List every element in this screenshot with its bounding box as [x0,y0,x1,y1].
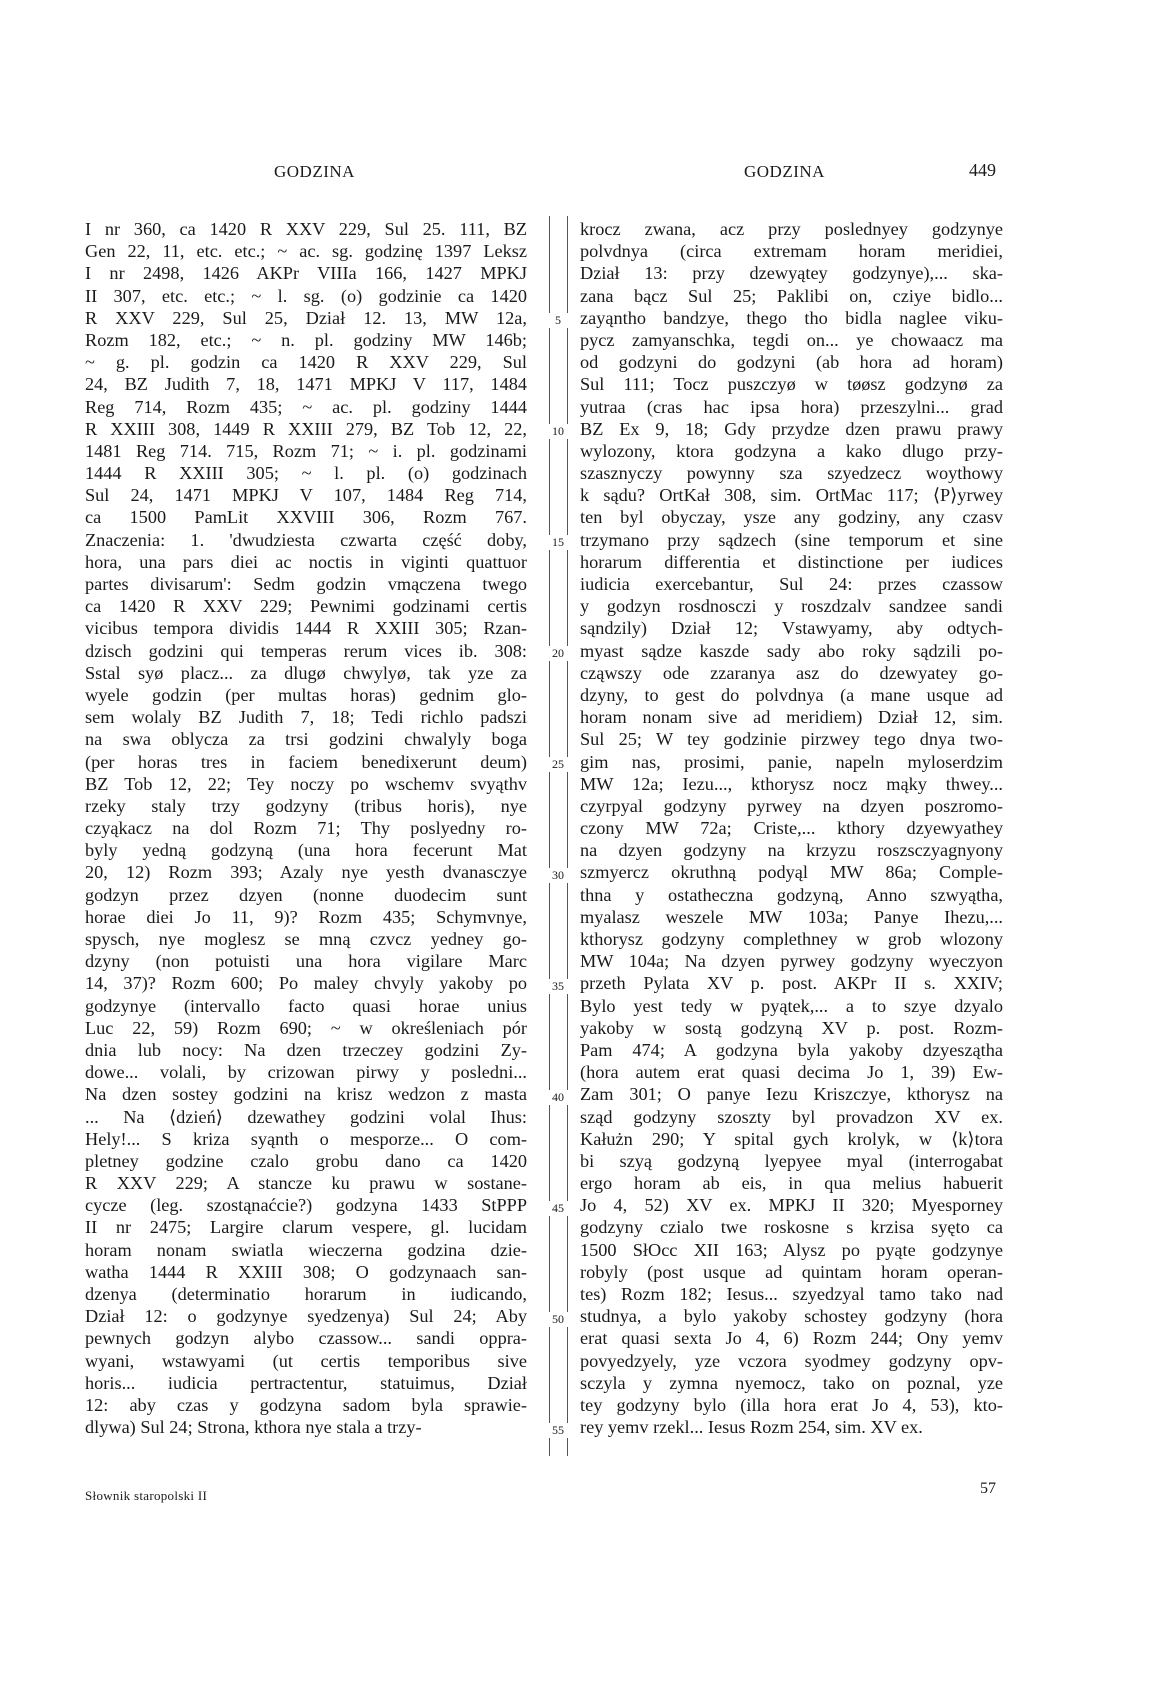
text-line: dzisch godzini qui temperas rerum vices ib. 308: [85,640,527,661]
running-header-left: GODZINA [274,162,355,181]
text-line: trzymano przy sądzech (sine temporum et sine [580,529,1003,550]
text-line: watha 1444 R XXIII 308; O godzynaach san- [85,1261,527,1282]
text-line: sczyla y zymna nyemocz, tako on poznal, yze [580,1372,1003,1393]
text-line: Znaczenia: 1. 'dwudziesta czwarta część doby, [85,529,527,550]
text-line: povyedzyely, yze vczora syodmey godzyny opv- [580,1350,1003,1371]
text-line: kthorysz godzyny complethney w grob wlozony [580,929,1003,949]
text-line: szasznyczy powynny sza szyedzecz woythowy [580,463,1003,484]
text-line: I nr 360, ca 1420 R XXV 229, Sul 25. 111, BZ [85,219,527,239]
text-line: polvdnya (circa extremam horam meridiei, [580,241,1003,262]
text-line: Pam 474; A godzyna byla yakoby dzyeszątha [580,1039,1003,1060]
text-line: 20, 12) Rozm 393; Azaly nye yesth dvanasczye [85,862,527,883]
left-text-column [85,218,527,1438]
text-line: wylozony, ktora godzyna a kako dlugo przy- [580,440,1003,461]
text-line: godzyn przez dzyen (nonne duodecim sunt [85,884,527,905]
text-line: horarum differentia et distinctione per iudices [580,551,1003,572]
text-line: tey godzyny bylo (illa hora erat Jo 4, 53), kto- [580,1394,1003,1415]
text-line: ~ g. pl. godzin ca 1420 R XXV 229, Sul [85,352,527,373]
text-line: thna y ostatheczna godzyną, Anno szwyątha, [580,884,1003,905]
text-line: BZ Ex 9, 18; Gdy przydze dzen prawu prawy [580,418,1003,439]
text-line: horae diei Jo 11, 9)? Rozm 435; Schymvnye, [85,906,527,927]
column-rule-left [549,216,550,1456]
text-line: MW 104a; Na dzyen pyrwey godzyny wyeczyon [580,951,1003,972]
text-line: Kałużn 290; Y spital gych krolyk, w ⟨k⟩tora [580,1128,1003,1149]
line-number: 25 [548,757,568,772]
text-line: partes divisarum': Sedm godzin vmączena twego [85,574,527,594]
line-number: 5 [548,313,568,328]
line-number: 20 [548,646,568,661]
text-line: sząd godzyny szoszty byl provadzon XV ex. [580,1106,1003,1127]
text-line: rzeky staly trzy godzyny (tribus horis), nye [85,795,527,816]
sheet-number: 57 [980,1480,996,1497]
text-line: dzyny, to gest do polvdnya (a mane usque ad [580,684,1003,705]
text-line: godzynye (intervallo facto quasi horae unius [85,995,527,1016]
text-line: godzyny czialo twe roskosne s krzisa syęto ca [580,1217,1003,1238]
text-line: Sul 25; W tey godzinie pirzwey tego dnya two- [580,729,1003,750]
text-line: pletney godzine czalo grobu dano ca 1420 [85,1150,527,1171]
text-line: dnia lub nocy: Na dzen trzeczey godzini Zy- [85,1039,527,1060]
text-line: Sul 111; Tocz puszczyø w tøøsz godzynø za [580,374,1003,395]
text-line: ... Na ⟨dzień⟩ dzewathey godzini volal Ihus: [85,1106,527,1127]
text-line: MW 12a; Iezu..., kthorysz nocz mąky thwey... [580,773,1003,794]
text-line: 12: aby czas y godzyna sadom byla sprawie- [85,1394,527,1415]
line-number: 35 [548,979,568,994]
text-line: R XXV 229; A stancze ku prawu w sostane- [85,1173,527,1194]
text-line: zana bącz Sul 25; Paklibi on, cziye bidlo... [580,285,1003,306]
text-line: Gen 22, 11, etc. etc.; ~ ac. sg. godzinę 1397 Leksz [85,241,527,262]
text-line: cycze (leg. szostąnaćcie?) godzyna 1433 StPPP [85,1195,527,1216]
right-text-column [580,218,1003,1438]
text-line: myalasz weszele MW 103a; Panye Ihezu,... [580,906,1003,927]
text-line: przeth Pylata XV p. post. AKPr II s. XXIV; [580,973,1003,994]
text-line: 14, 37)? Rozm 600; Po maley chvyly yakoby po [85,973,527,994]
text-line: studnya, a bylo yakoby schostey godzyny (hora [580,1306,1003,1327]
text-line: iudicia exercebantur, Sul 24: przes czassow [580,574,1003,594]
text-line: BZ Tob 12, 22; Tey noczy po wschemv svyąthv [85,773,527,794]
line-number: 30 [548,868,568,883]
text-line: pycz zamyanschka, tegdi on... ye chowaacz ma [580,329,1003,350]
line-number: 10 [548,424,568,439]
text-line: czony MW 72a; Criste,... kthory dzyewyathey [580,818,1003,839]
text-line: 24, BZ Judith 7, 18, 1471 MPKJ V 117, 1484 [85,374,527,395]
text-line: yutraa (cras hac ipsa hora) przeszylni... grad [580,396,1003,417]
text-line: czyrpyal godzyny pyrwey na dzyen poszromo- [580,795,1003,816]
text-line: Reg 714, Rozm 435; ~ ac. pl. godziny 1444 [85,396,527,417]
text-line: horis... iudicia pertractentur, statuimus, Dział [85,1372,527,1393]
text-line: Jo 4, 52) XV ex. MPKJ II 320; Myesporney [580,1195,1003,1216]
text-line: II 307, etc. etc.; ~ l. sg. (o) godzinie ca 1420 [85,285,527,306]
text-line: Zam 301; O panye Iezu Kriszczye, kthorysz na [580,1084,1003,1105]
column-rule-right [567,216,568,1456]
running-header-right: GODZINA [744,162,825,181]
text-line: Sul 24, 1471 MPKJ V 107, 1484 Reg 714, [85,485,527,506]
text-line: tes) Rozm 182; Iesus... szyedzyal tamo tako nad [580,1284,1003,1304]
text-line: dzyny (non potuisti una hora vigilare Marc [85,951,527,972]
text-line: bi szyą godzyną lyepyee myal (interrogabat [580,1150,1003,1171]
text-line: zayąntho bandzye, thego tho bidla naglee viku- [580,307,1003,328]
text-line: myast sądze kaszde sady abo roky sądzili po- [580,640,1003,661]
text-line: II nr 2475; Largire clarum vespere, gl. lucidam [85,1217,527,1238]
text-line: wyele godzin (per multas horas) gednim glo- [85,684,527,705]
text-line: ca 1500 PamLit XXVIII 306, Rozm 767. [85,507,527,528]
text-line: Dział 13: przy dzewyątey godzynye),... ska- [580,263,1003,284]
text-line: od godzyni do godzyni (ab hora ad horam) [580,352,1003,373]
text-line: dowe... volali, by crizowan pirwy y posledni... [85,1062,527,1083]
text-line: gim nas, prosimi, panie, napeln myloserdzim [580,751,1003,772]
text-line: Dział 12: o godzynye syedzenya) Sul 24; Aby [85,1306,527,1327]
text-line: Rozm 182, etc.; ~ n. pl. godziny MW 146b; [85,329,527,350]
text-line: Bylo yest tedy w pyątek,... a to szye dzyalo [580,995,1003,1016]
text-line: ten byl obyczay, ysze any godziny, any czasv [580,507,1003,528]
text-line: horam nonam swiatla wieczerna godzina dzie- [85,1239,527,1260]
text-line: 1481 Reg 714. 715, Rozm 71; ~ i. pl. godzinami [85,440,527,461]
line-number: 50 [548,1312,568,1327]
text-line: hora, una pars diei ac noctis in viginti quattuor [85,551,527,572]
text-line: k sądu? OrtKał 308, sim. OrtMac 117; ⟨P⟩yrwey [580,485,1003,506]
text-line: robyly (post usque ad quintam horam operan- [580,1261,1003,1282]
text-line: szmyercz okruthną podyąl MW 86a; Comple- [580,862,1003,883]
text-line: sem wolaly BZ Judith 7, 18; Tedi richlo padszi [85,707,527,728]
text-line: pewnych godzyn alybo czassow... sandi oppra- [85,1328,527,1349]
line-number: 55 [548,1423,568,1438]
text-line: rey yemv rzekl... Iesus Rozm 254, sim. XV ex. [580,1417,923,1438]
text-line: Na dzen sostey godzini na krisz wedzon z masta [85,1084,527,1105]
text-line: dlywa) Sul 24; Strona, kthora nye stala a trzy- [85,1417,422,1438]
text-line: y godzyn rosdnosczi y roszdzalv sandzee sandi [580,596,1003,617]
text-line: R XXV 229, Sul 25, Dział 12. 13, MW 12a, [85,307,527,328]
text-line: wyani, wstawyami (ut certis temporibus sive [85,1350,527,1371]
text-line: na swa oblycza za trsi godzini chwalyly boga [85,729,527,750]
text-line: ca 1420 R XXV 229; Pewnimi godzinami certis [85,596,527,617]
page-number: 449 [969,160,996,180]
text-line: byly yedną godzyną (una hora fecerunt Mat [85,840,527,861]
text-line: vicibus tempora dividis 1444 R XXIII 305; Rzan- [85,618,527,639]
text-line: czyąkacz na dol Rozm 71; Thy poslyedny ro- [85,818,527,839]
text-line: dzenya (determinatio horarum in iudicando, [85,1284,527,1304]
text-line: ergo horam ab eis, in qua melius habuerit [580,1173,1003,1194]
text-line: R XXIII 308, 1449 R XXIII 279, BZ Tob 12, 22, [85,418,527,439]
text-line: 1444 R XXIII 305; ~ l. pl. (o) godzinach [85,463,527,484]
text-line: cząwszy ode zzaranya asz do dzewyatey go- [580,662,1003,683]
text-line: (hora autem erat quasi decima Jo 1, 39) Ew- [580,1062,1003,1083]
line-number: 15 [548,535,568,550]
text-line: Hely!... S kriza syąnth o mesporze... O com- [85,1128,527,1149]
text-line: Sstal syø placz... za dlugø chwylyø, tak yze za [85,662,527,683]
text-line: na dzyen godzyny na krzyzu roszsczyagnyony [580,840,1003,861]
text-line: yakoby w sostą godzyną XV p. post. Rozm- [580,1017,1003,1038]
footer-signature: Słownik staropolski II [85,1488,208,1503]
text-line: erat quasi sexta Jo 4, 6) Rozm 244; Ony yemv [580,1328,1003,1349]
text-line: Luc 22, 59) Rozm 690; ~ w określeniach pór [85,1017,527,1038]
text-line: krocz zwana, acz przy poslednyey godzynye [580,219,1003,239]
line-number: 45 [548,1201,568,1216]
text-line: spysch, nye moglesz se mną czvcz yedney go- [85,929,527,949]
text-line: I nr 2498, 1426 AKPr VIIIa 166, 1427 MPKJ [85,263,527,284]
text-line: sąndzily) Dział 12; Vstawyamy, aby odtych- [580,618,1003,639]
text-line: horam nonam sive ad meridiem) Dział 12, sim. [580,707,1003,728]
text-line: (per horas tres in faciem benedixerunt deum) [85,751,527,772]
line-number: 40 [548,1090,568,1105]
text-line: 1500 SłOcc XII 163; Alysz po pyąte godzynye [580,1239,1003,1260]
